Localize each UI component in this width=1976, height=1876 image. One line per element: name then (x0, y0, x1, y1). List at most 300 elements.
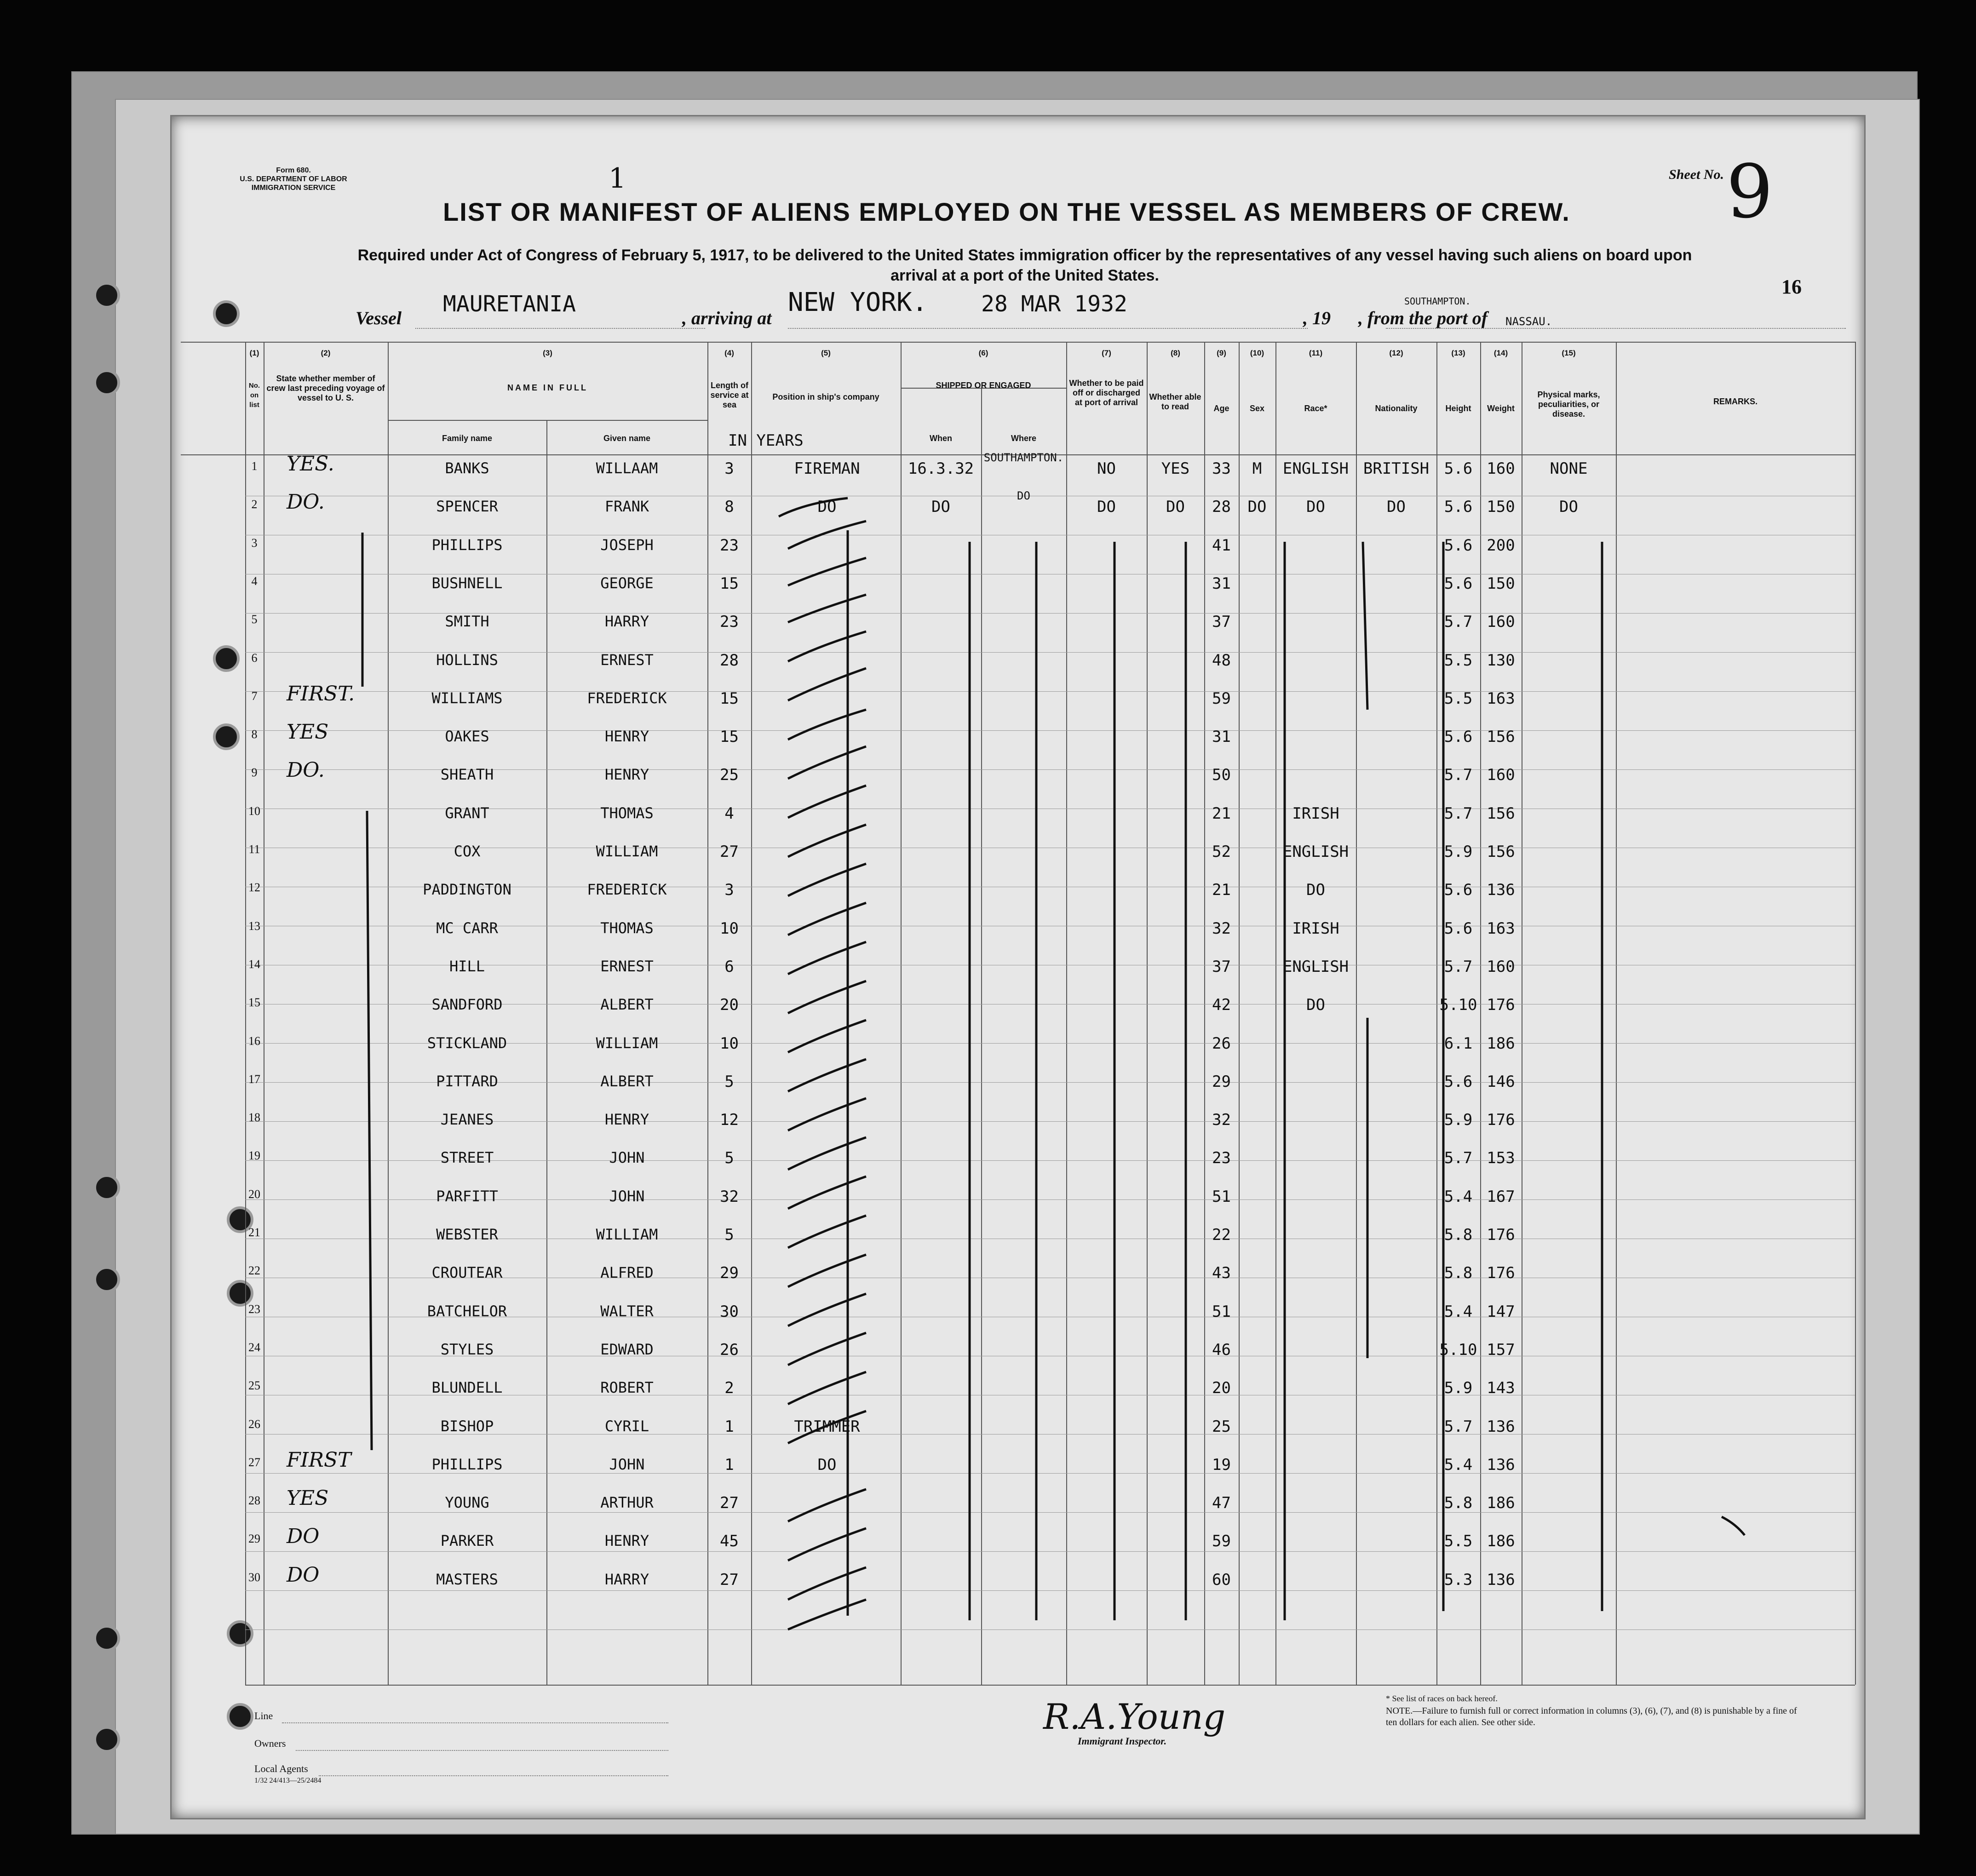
service-years: 15 (720, 689, 739, 708)
service-years: 3 (724, 881, 734, 900)
form-number: Form 680. (276, 166, 311, 174)
family-name: OAKES (445, 728, 489, 746)
sheet-number: 9 (1726, 149, 1773, 235)
family-name: BANKS (445, 459, 489, 477)
weight: 163 (1487, 689, 1515, 708)
service-years: 3 (724, 459, 734, 478)
weight: 130 (1487, 651, 1515, 670)
arrival-date: 28 MAR 1932 (981, 291, 1127, 317)
list-number: 7 (251, 689, 258, 703)
weight: 157 (1487, 1340, 1515, 1359)
race: DO (1306, 996, 1325, 1015)
age: 25 (1212, 1417, 1231, 1436)
age: 59 (1212, 689, 1231, 708)
sex: M (1252, 459, 1262, 478)
weight: 176 (1487, 1264, 1515, 1283)
age: 29 (1212, 1072, 1231, 1091)
weight: 153 (1487, 1149, 1515, 1168)
given-name: WILLIAM (596, 843, 658, 860)
list-number: 12 (248, 881, 260, 895)
given-name: HENRY (604, 766, 649, 784)
height: 5.6 (1444, 574, 1473, 593)
service-years: 20 (720, 996, 739, 1015)
list-number: 8 (251, 728, 258, 741)
position: DO (817, 1455, 837, 1474)
height: 5.7 (1444, 957, 1473, 976)
from-label: , from the port of (1358, 308, 1488, 328)
list-number: 17 (248, 1072, 260, 1086)
given-name: HARRY (604, 1570, 649, 1588)
service-years: 27 (720, 1494, 739, 1513)
given-name: THOMAS (600, 919, 654, 937)
race: DO (1306, 881, 1325, 900)
age: 51 (1212, 1302, 1231, 1321)
previous-voyage: YES. (287, 452, 334, 476)
physical-marks: NONE (1550, 459, 1588, 478)
age: 48 (1212, 651, 1231, 670)
height: 5.7 (1444, 1149, 1473, 1168)
races-note: * See list of races on back hereof. (1386, 1694, 1498, 1703)
height: 5.4 (1444, 1455, 1473, 1474)
family-name: PARFITT (436, 1187, 498, 1205)
race: ENGLISH (1282, 957, 1349, 976)
service-years: 12 (720, 1111, 739, 1130)
agents-label: Local Agents (254, 1763, 308, 1774)
weight: 176 (1487, 1111, 1515, 1130)
col-num: (12) (1389, 349, 1403, 357)
header-weight: Weight (1487, 404, 1515, 413)
service-years: 27 (720, 843, 739, 861)
given-name: WILLIAM (596, 1034, 658, 1052)
service-years: 2 (724, 1379, 734, 1398)
service-years: 26 (720, 1340, 739, 1359)
given-name: GEORGE (600, 574, 654, 592)
service-years: 32 (720, 1187, 739, 1206)
family-name: SMITH (445, 613, 489, 631)
family-name: STICKLAND (427, 1034, 507, 1052)
family-name: SANDFORD (431, 996, 503, 1014)
service-years: 4 (724, 804, 734, 823)
weight: 176 (1487, 1226, 1515, 1244)
list-number: 29 (248, 1532, 260, 1546)
header-name-in-full: NAME IN FULL (507, 383, 588, 392)
weight: 186 (1487, 1034, 1515, 1053)
shipped-where: DO (1017, 489, 1030, 503)
family-name: YOUNG (445, 1494, 489, 1512)
col-num: (15) (1562, 349, 1576, 357)
weight: 146 (1487, 1072, 1515, 1091)
list-number: 18 (248, 1111, 260, 1124)
binder-hole (93, 1625, 120, 1652)
binder-hole (93, 1174, 120, 1201)
weight: 136 (1487, 881, 1515, 900)
height: 5.7 (1444, 1417, 1473, 1436)
col-num: (5) (821, 349, 831, 357)
height: 5.6 (1444, 881, 1473, 900)
race: IRISH (1292, 804, 1339, 823)
family-name: BUSHNELL (431, 574, 503, 592)
weight: 160 (1487, 459, 1515, 478)
line-label: Line (254, 1710, 273, 1721)
shipped-where: SOUTHAMPTON. (983, 451, 1064, 464)
age: 47 (1212, 1494, 1231, 1513)
height: 5.9 (1444, 1111, 1473, 1130)
family-name: CROUTEAR (431, 1264, 503, 1282)
age: 31 (1212, 574, 1231, 593)
previous-voyage: FIRST (287, 1448, 351, 1472)
manifest-sheet (170, 115, 1866, 1819)
header-able-read: Whether able to read (1149, 392, 1201, 411)
given-name: ERNEST (600, 957, 654, 975)
given-name: WILLIAM (596, 1226, 658, 1243)
print-code: 1/32 24/413—25/2484 (254, 1777, 322, 1784)
family-name: PITTARD (436, 1072, 498, 1090)
position: TRIMMER (794, 1417, 860, 1436)
service-years: 30 (720, 1302, 739, 1321)
physical-marks: DO (1559, 498, 1578, 516)
header-family-name: Family name (442, 434, 493, 443)
list-number: 21 (248, 1226, 260, 1239)
race: ENGLISH (1282, 459, 1349, 478)
given-name: ERNEST (600, 651, 654, 669)
given-name: EDWARD (600, 1340, 654, 1358)
ditto-strokes (172, 116, 1864, 1818)
given-name: FREDERICK (587, 881, 667, 899)
header-race: Race* (1304, 404, 1327, 413)
weight: 156 (1487, 804, 1515, 823)
list-number: 14 (248, 957, 260, 971)
age: 50 (1212, 766, 1231, 785)
shipped-when: 16.3.32 (908, 459, 974, 478)
age: 21 (1212, 881, 1231, 900)
sheet-label: Sheet No. (1669, 167, 1724, 182)
nationality: DO (1387, 498, 1406, 516)
list-number: 28 (248, 1494, 260, 1508)
age: 26 (1212, 1034, 1231, 1053)
age: 28 (1212, 498, 1231, 516)
binder-hole (93, 369, 120, 396)
list-number: 11 (248, 843, 260, 856)
previous-voyage: DO. (287, 758, 325, 782)
header-in-years: IN YEARS (728, 431, 804, 450)
age: 51 (1212, 1187, 1231, 1206)
race: IRISH (1292, 919, 1339, 938)
vessel-label: Vessel (356, 308, 402, 328)
col-num: (2) (321, 349, 331, 357)
service-years: 15 (720, 728, 739, 746)
service-years: 5 (724, 1149, 734, 1168)
weight: 136 (1487, 1417, 1515, 1436)
given-name: HENRY (604, 1532, 649, 1550)
previous-voyage: DO. (287, 490, 325, 514)
list-number: 24 (248, 1340, 260, 1354)
height: 5.5 (1444, 651, 1473, 670)
binder-hole (93, 282, 120, 309)
service-years: 23 (720, 613, 739, 631)
list-number: 4 (251, 574, 258, 588)
paid-off: NO (1097, 459, 1116, 478)
col-num: (4) (724, 349, 734, 357)
inspector-label: Immigrant Inspector. (1078, 1735, 1167, 1747)
list-number: 15 (248, 996, 260, 1010)
given-name: HENRY (604, 728, 649, 746)
given-name: HENRY (604, 1111, 649, 1129)
age: 31 (1212, 728, 1231, 746)
previous-voyage: DO (287, 1525, 320, 1549)
given-name: ALFRED (600, 1264, 654, 1282)
list-number: 2 (251, 498, 258, 511)
height: 5.7 (1444, 804, 1473, 823)
weight: 136 (1487, 1570, 1515, 1589)
list-number: 1 (251, 459, 258, 473)
previous-voyage: FIRST. (287, 682, 355, 706)
service-years: 28 (720, 651, 739, 670)
service-years: 23 (720, 536, 739, 555)
header-sex: Sex (1249, 404, 1265, 413)
department: U.S. DEPARTMENT OF LABOR (240, 175, 347, 183)
col-num: (6) (978, 349, 988, 357)
age: 43 (1212, 1264, 1231, 1283)
header-length-service: Length of service at sea (710, 381, 749, 409)
col-num: (9) (1217, 349, 1226, 357)
weight: 160 (1487, 957, 1515, 976)
height: 5.6 (1444, 536, 1473, 555)
service-years: 8 (724, 498, 734, 516)
height: 5.6 (1444, 919, 1473, 938)
list-number: 13 (248, 919, 260, 933)
given-name: JOSEPH (600, 536, 654, 554)
list-number: 6 (251, 651, 258, 665)
header-state-whether: State whether member of crew last preceding voyage of vessel to U. S. (266, 374, 385, 402)
height: 6.1 (1444, 1034, 1473, 1053)
previous-voyage: DO (287, 1563, 320, 1587)
col-num: (8) (1171, 349, 1180, 357)
age: 37 (1212, 957, 1231, 976)
form-title: LIST OR MANIFEST OF ALIENS EMPLOYED ON THE VESSEL AS MEMBERS OF CREW. (443, 197, 1570, 226)
shipped-when: DO (931, 498, 950, 516)
given-name: FREDERICK (587, 689, 667, 707)
service-years: 25 (720, 766, 739, 785)
height: 5.3 (1444, 1570, 1473, 1589)
arrival-port: NEW YORK. (788, 287, 928, 317)
header-height: Height (1445, 404, 1471, 413)
col-num: (14) (1493, 349, 1508, 357)
family-name: BLUNDELL (431, 1379, 503, 1397)
able-to-read: YES (1161, 459, 1190, 478)
family-name: SPENCER (436, 498, 498, 516)
list-number: 10 (248, 804, 260, 818)
given-name: HARRY (604, 613, 649, 631)
service-years: 45 (720, 1532, 739, 1551)
weight: 186 (1487, 1532, 1515, 1551)
binder-hole (93, 1266, 120, 1293)
age: 22 (1212, 1226, 1231, 1244)
service-years: 15 (720, 574, 739, 593)
given-name: JOHN (609, 1149, 645, 1167)
family-name: PHILLIPS (431, 1455, 503, 1473)
requirement-text: Required under Act of Congress of February 5, 1917, to be delivered to the United States immigration officer by the representatives of any vessel having such aliens on board upon arrival at a port of the United States. (357, 247, 1692, 284)
height: 5.9 (1444, 1379, 1473, 1398)
age: 33 (1212, 459, 1231, 478)
weight: 160 (1487, 613, 1515, 631)
age: 46 (1212, 1340, 1231, 1359)
list-number: 3 (251, 536, 258, 550)
binder-hole (93, 1726, 120, 1753)
previous-voyage: YES (287, 720, 329, 744)
height: 5.8 (1444, 1226, 1473, 1244)
given-name: ALBERT (600, 1072, 654, 1090)
given-name: WALTER (600, 1302, 654, 1320)
list-number: 22 (248, 1264, 260, 1278)
service-years: 5 (724, 1072, 734, 1091)
header-shipped: SHIPPED OR ENGAGED (936, 381, 1031, 390)
family-name: MASTERS (436, 1570, 498, 1588)
service-years: 29 (720, 1264, 739, 1283)
year-label: , 19 (1303, 308, 1331, 328)
page-number: 16 (1781, 275, 1802, 298)
given-name: WILLAAM (596, 459, 658, 477)
family-name: HOLLINS (436, 651, 498, 669)
family-name: BISHOP (440, 1417, 494, 1435)
position: DO (817, 498, 837, 516)
list-number: 26 (248, 1417, 260, 1431)
age: 59 (1212, 1532, 1231, 1551)
header-given-name: Given name (603, 434, 651, 443)
header-no-on-list: No. on list (248, 382, 260, 409)
header-when: When (930, 434, 952, 443)
height: 5.4 (1444, 1187, 1473, 1206)
family-name: WEBSTER (436, 1226, 498, 1243)
race: ENGLISH (1282, 843, 1349, 861)
weight: 136 (1487, 1455, 1515, 1474)
age: 60 (1212, 1570, 1231, 1589)
height: 5.8 (1444, 1494, 1473, 1513)
given-name: FRANK (604, 498, 649, 516)
arriving-label: , arriving at (682, 308, 772, 328)
given-name: JOHN (609, 1187, 645, 1205)
list-number: 30 (248, 1570, 260, 1584)
header-physical: Physical marks, peculiarities, or disease. (1537, 390, 1600, 419)
age: 32 (1212, 1111, 1231, 1130)
weight: 163 (1487, 919, 1515, 938)
list-number: 27 (248, 1455, 260, 1469)
from-port-1: SOUTHAMPTON. (1404, 296, 1471, 307)
header-paid-off: Whether to be paid off or discharged at port of arrival (1069, 379, 1144, 407)
age: 32 (1212, 919, 1231, 938)
weight: 176 (1487, 996, 1515, 1015)
age: 23 (1212, 1149, 1231, 1168)
service-years: 10 (720, 1034, 739, 1053)
age: 20 (1212, 1379, 1231, 1398)
height: 5.7 (1444, 766, 1473, 785)
height: 5.9 (1444, 843, 1473, 861)
age: 42 (1212, 996, 1231, 1015)
weight: 186 (1487, 1494, 1515, 1513)
age: 21 (1212, 804, 1231, 823)
service-years: 1 (724, 1417, 734, 1436)
service-years: 10 (720, 919, 739, 938)
service-years: 27 (720, 1570, 739, 1589)
weight: 147 (1487, 1302, 1515, 1321)
given-name: ALBERT (600, 996, 654, 1014)
family-name: MC CARR (436, 919, 498, 937)
service: IMMIGRATION SERVICE (251, 184, 336, 192)
list-number: 25 (248, 1379, 260, 1393)
weight: 150 (1487, 574, 1515, 593)
height: 5.6 (1444, 459, 1473, 478)
given-name: ARTHUR (600, 1494, 654, 1512)
family-name: PHILLIPS (431, 536, 503, 554)
service-years: 6 (724, 957, 734, 976)
fine-note: NOTE.—Failure to furnish full or correct information in columns (3), (6), (7), and (8) is punishable by a fine of ten dollars for each alien. See other side. (1386, 1706, 1797, 1727)
family-name: COX (454, 843, 481, 860)
from-port-2: NASSAU. (1505, 315, 1552, 328)
list-number: 5 (251, 613, 258, 626)
height: 5.10 (1439, 996, 1477, 1015)
weight: 200 (1487, 536, 1515, 555)
age: 41 (1212, 536, 1231, 555)
height: 5.5 (1444, 1532, 1473, 1551)
top-mark: 1 (609, 162, 626, 195)
weight: 167 (1487, 1187, 1515, 1206)
list-number: 23 (248, 1302, 260, 1316)
height: 5.10 (1439, 1340, 1477, 1359)
col-num: (13) (1451, 349, 1465, 357)
service-years: 5 (724, 1226, 734, 1244)
col-num: (11) (1309, 349, 1323, 357)
position: FIREMAN (794, 459, 860, 478)
weight: 160 (1487, 766, 1515, 785)
age: 52 (1212, 843, 1231, 861)
col-num: (1) (249, 349, 259, 357)
family-name: STYLES (440, 1340, 494, 1358)
height: 5.6 (1444, 498, 1473, 516)
family-name: PADDINGTON (423, 881, 511, 899)
header-age: Age (1213, 404, 1229, 413)
family-name: JEANES (440, 1111, 494, 1129)
list-number: 9 (251, 766, 258, 780)
list-number: 16 (248, 1034, 260, 1048)
owners-label: Owners (254, 1738, 286, 1749)
col-num: (3) (543, 349, 552, 357)
race: DO (1306, 498, 1325, 516)
vessel-name: MAURETANIA (443, 291, 576, 317)
height: 5.6 (1444, 728, 1473, 746)
height: 5.7 (1444, 613, 1473, 631)
header-nationality: Nationality (1375, 404, 1418, 413)
family-name: PARKER (440, 1532, 494, 1550)
col-num: (10) (1250, 349, 1264, 357)
family-name: HILL (449, 957, 485, 975)
age: 19 (1212, 1455, 1231, 1474)
given-name: CYRIL (604, 1417, 649, 1435)
height: 5.4 (1444, 1302, 1473, 1321)
family-name: GRANT (445, 804, 489, 822)
weight: 156 (1487, 728, 1515, 746)
col-num: (7) (1102, 349, 1111, 357)
given-name: THOMAS (600, 804, 654, 822)
family-name: WILLIAMS (431, 689, 503, 707)
paid-off: DO (1097, 498, 1116, 516)
age: 37 (1212, 613, 1231, 631)
sex: DO (1247, 498, 1267, 516)
height: 5.5 (1444, 689, 1473, 708)
able-to-read: DO (1166, 498, 1185, 516)
family-name: BATCHELOR (427, 1302, 507, 1320)
given-name: JOHN (609, 1455, 645, 1473)
height: 5.6 (1444, 1072, 1473, 1091)
weight: 156 (1487, 843, 1515, 861)
